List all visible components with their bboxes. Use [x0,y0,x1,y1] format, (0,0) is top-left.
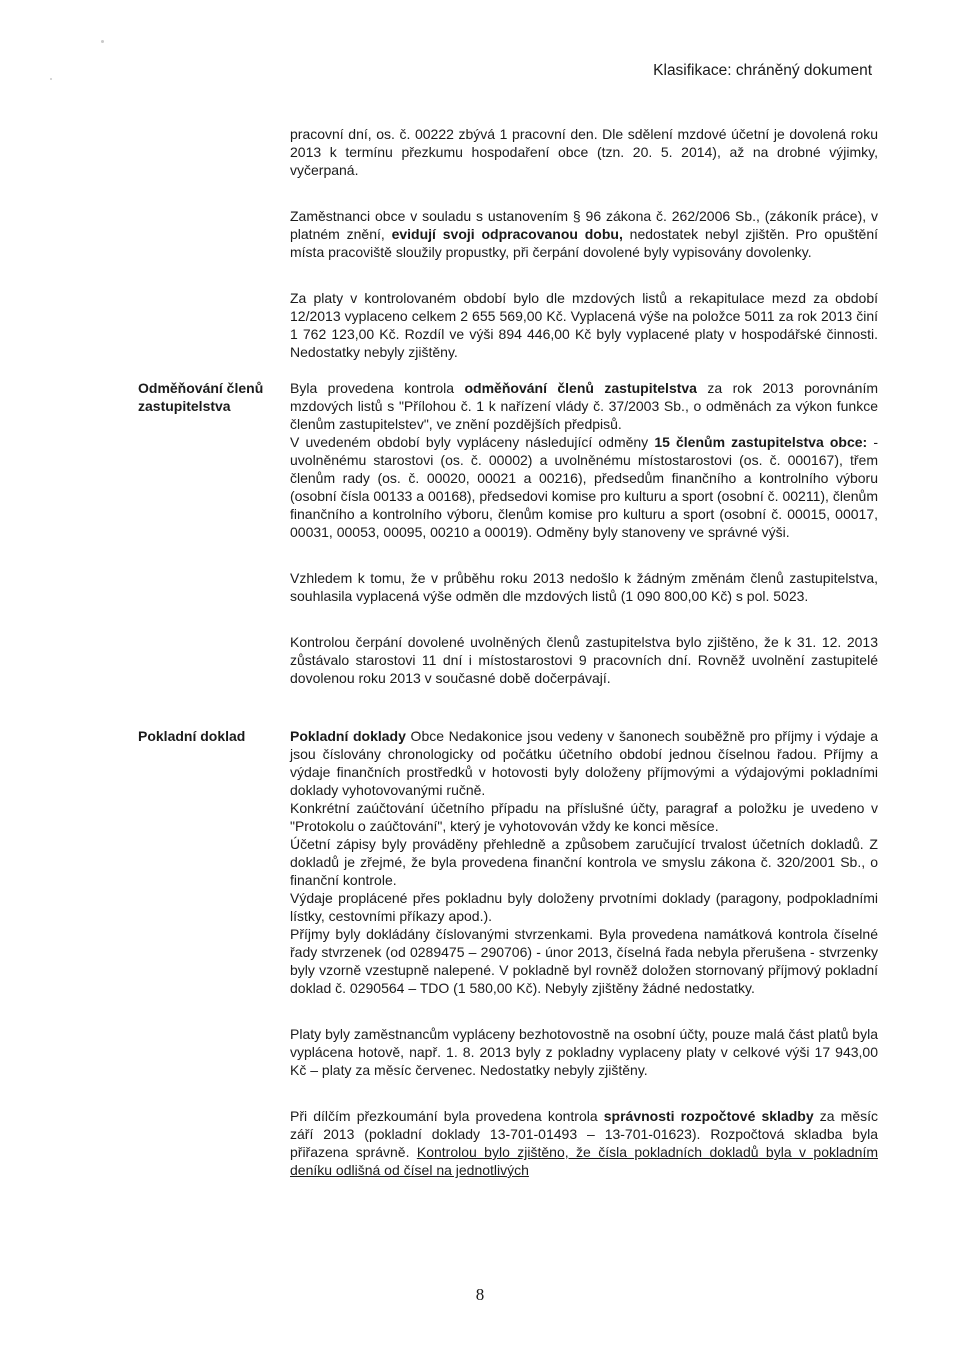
section-intro [0,125,960,361]
paragraph: Za platy v kontrolovaném období bylo dle mzdových listů a rekapitulace mezd za období 12/2013 vyplaceno celkem 2 655 569,00 Kč. Vyplacená výše na položce 5011 za rok 2013 činí 1 762 123,00 Kč. Rozdíl ve výši 894 446,00 Kč byly vyplacené platy v hospodářské činnosti. Nedostatky nebyly zjištěny. [290,290,878,360]
paragraph: Pokladní doklady Obce Nedakonice jsou vedeny v šanonech souběžně pro příjmy i výdaje a jsou číslovány chronologicky od počátku účetního období jednou číselnou řadou. Příjmy a výdaje finančních prostředků v hotovosti byly doloženy příjmovými a výdajovými pokladními doklady vyhotovovanými ručně. [290,728,879,798]
paragraph: Při dílčím přezkoumání byla provedena kontrola správnosti rozpočtové skladby za měsíc září 2013 (pokladní doklady 13-701-01493 – 13-701-01623). Rozpočtová skladba byla přiřazena správně. Kontrolou bylo zjištěno, že čísla pokladních dokladů byla v pokladním deníku odlišná od čísel na jednotlivých [290,1108,878,1178]
scan-dot [50,78,52,80]
paragraph: V uvedeném období byly vypláceny následující odměny 15 členům zastupitelstva obce: - uvolněnému starostovi (os. č. 00002) a uvolněnému místostarostovi (os. č. 000167), třem členům rady (os. č. 00020, 00021 a 00216), předsedům finančního a kontrolního výboru (osobní čísla 00133 a 00168), předsedovi komise pro kulturu a sport (osobní č. 00211), členům finančního a kontrolního výboru, členům komise pro kulturu a sport (osobní č. 00015, 00017, 00031, 00053, 00095, 00210 a 00019). Odměny byly stanoveny ve správné výši. [290,434,878,540]
paragraph: Konkrétní zaúčtování účetního případu na příslušné účty, paragraf a položku je uvedeno v "Protokolu o zaúčtování", který je vyhotovován vždy ke konci měsíce. [290,800,878,834]
paragraph: Platy byly zaměstnancům vypláceny bezhotovostně na osobní účty, pouze malá část platů byla vyplácena hotově, např. 1. 8. 2013 byly z pokladny vyplaceny platy v celkové výši 17 943,00 Kč – platy za měsíc červenec. Nedostatky nebyly zjištěny. [290,1026,878,1078]
section-label: Odměňování členů zastupitelstva [138,380,264,414]
classification-label: Klasifikace: chráněný dokument [653,62,872,79]
scan-dot [101,40,104,43]
paragraph: Výdaje proplácené přes pokladnu byly doloženy prvotními doklady (paragony, podpokladními lístky, cestovními příkazy apod.). [290,890,878,924]
paragraph: Příjmy byly dokládány číslovanými stvrzenkami. Byla provedena namátková kontrola číselné řady stvrzenek (od 0289475 – 290706) - únor 2013, číselná řada nebyla přerušena - stvrzenky byly vzorně vzestupně nalepené. V pokladně byl rovněž doložen stornovaný příjmový pokladní doklad č. 0290564 – TDO (1 580,00 Kč). Nebyly zjištěny žádné nedostatky. [290,926,878,996]
paragraph: pracovní dní, os. č. 00222 zbývá 1 pracovní den. Dle sdělení mzdové účetní je dovolená roku 2013 k termínu přezkumu hospodaření obce (tzn. 20. 5. 2014), až na drobné výjimky, vyčerpaná. [290,126,878,178]
section-label: Pokladní doklad [138,728,246,744]
paragraph: Kontrolou čerpání dovolené uvolněných členů zastupitelstva bylo zjištěno, že k 31. 12. 2013 zůstávalo starostovi 11 dní i místostarostovi 9 pracovních dní. Rovněž uvolnění zastupitelé dovolenou roku 2013 v současné době dočerpávají. [290,634,878,686]
page-number: 8 [475,1285,485,1304]
paragraph: Vzhledem k tomu, že v průběhu roku 2013 nedošlo k žádným změnám členů zastupitelstva, souhlasila vyplacená výše odměn dle mzdových listů (1 090 800,00 Kč) s pol. 5023. [290,570,878,604]
document-body [0,125,960,1179]
section-odmenovani [0,379,960,687]
section-pokladni [0,727,960,1179]
paragraph: Zaměstnanci obce v souladu s ustanovením § 96 zákona č. 262/2006 Sb., (zákoník práce), v platném znění, evidují svoji odpracovanou dobu, nedostatek nebyl zjištěn. Pro opuštění místa pracoviště sloužily propustky, při čerpání dovolené byly vypisovány dovolenky. [290,208,878,260]
paragraph: Byla provedena kontrola odměňování členů zastupitelstva za rok 2013 porovnáním mzdových listů s "Přílohou č. 1 k nařízení vlády č. 37/2003 Sb., o odměnách za výkon funkce členům zastupitelstev", ve znění pozdějších předpisů. [290,380,878,432]
paragraph: Účetní zápisy byly prováděny přehledně a způsobem zaručující trvalost účetních dokladů. Z dokladů je zřejmé, že byla provedena finanční kontrola ve smyslu zákona č. 320/2001 Sb., o finanční kontrole. [290,836,878,888]
